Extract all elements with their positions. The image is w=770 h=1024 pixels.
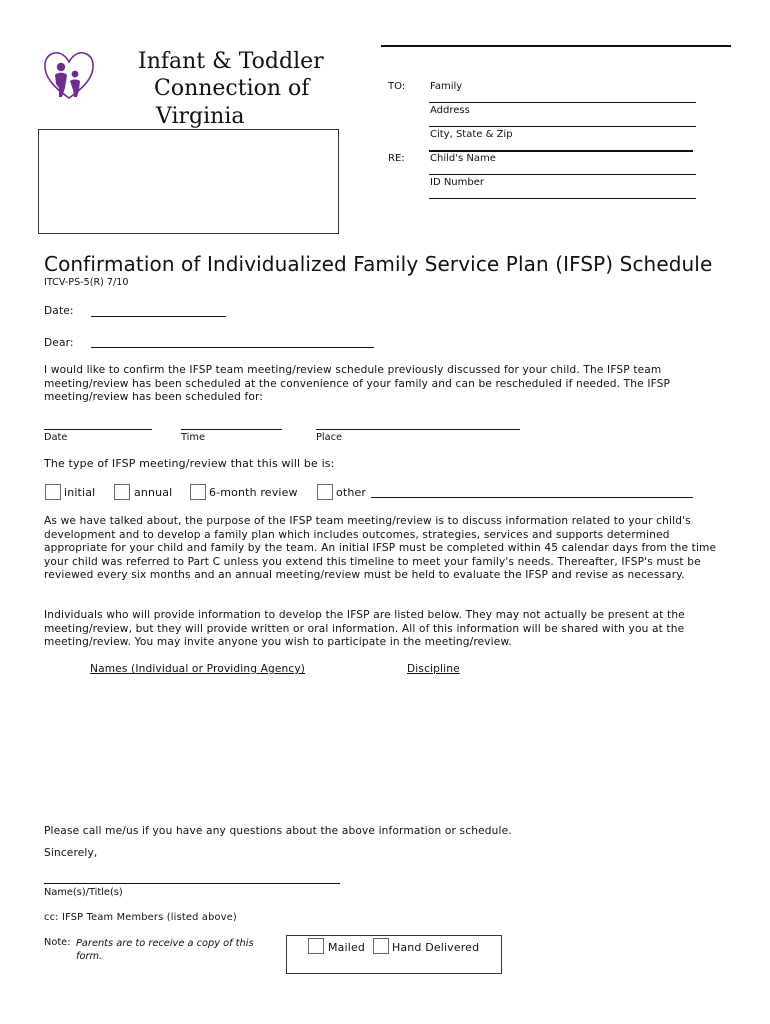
- child-name-line: [429, 174, 696, 175]
- city-label: City, State & Zip: [430, 129, 513, 140]
- schedule-time-label: Time: [181, 432, 205, 443]
- page-title: Confirmation of Individualized Family Service Plan (IFSP) Schedule: [44, 252, 713, 276]
- re-label: RE:: [388, 153, 405, 164]
- family-label: Family: [430, 81, 463, 92]
- heart-children-logo-icon: [42, 48, 96, 102]
- schedule-date-label: Date: [44, 432, 68, 443]
- type-question: The type of IFSP meeting/review that this will be is:: [44, 457, 335, 470]
- mailed-label: Mailed: [328, 941, 365, 954]
- date-label: Date:: [44, 305, 74, 317]
- address-line: [429, 126, 696, 127]
- city-line: [429, 150, 693, 152]
- annual-label: annual: [134, 486, 173, 499]
- date-field[interactable]: [91, 316, 226, 317]
- note-label: Note:: [44, 937, 71, 948]
- other-checkbox[interactable]: [317, 484, 333, 500]
- to-label: TO:: [388, 81, 406, 92]
- address-window-box: [38, 129, 339, 234]
- cc-line: cc: IFSP Team Members (listed above): [44, 912, 237, 923]
- mailed-checkbox[interactable]: [308, 938, 324, 954]
- discipline-column-header: Discipline: [407, 663, 460, 675]
- six-month-checkbox[interactable]: [190, 484, 206, 500]
- dear-label: Dear:: [44, 337, 74, 349]
- form-code: ITCV-PS-5(R) 7/10: [44, 277, 129, 288]
- id-number-label: ID Number: [430, 177, 484, 188]
- child-name-label: Child's Name: [430, 153, 496, 164]
- family-line: [429, 102, 696, 103]
- hand-delivered-checkbox[interactable]: [373, 938, 389, 954]
- address-label: Address: [430, 105, 470, 116]
- org-name-line1: Infant & Toddler: [138, 49, 324, 74]
- annual-checkbox[interactable]: [114, 484, 130, 500]
- id-number-line: [429, 198, 696, 199]
- names-column-header: Names (Individual or Providing Agency): [90, 663, 306, 675]
- note-text: Parents are to receive a copy of this form.: [76, 938, 254, 962]
- intro-paragraph: I would like to confirm the IFSP team meeting/review schedule previously discussed for your child. The IFSP team meeting/review has been scheduled at the convenience of your family and can be rescheduled if needed. The IFSP meeting/review has been scheduled for:: [44, 364, 671, 404]
- purpose-paragraph: As we have talked about, the purpose of the IFSP team meeting/review is to discuss information related to your child's development and to develop a family plan which includes outcomes, strategies, services and supports determined appropriate for your child and family by the team. An initial IFSP must be completed within 45 calendar days from the time your child was referred to Part C unless you extend this timeline to meet your family's needs. Thereafter, IFSP's must be reviewed every six months and an annual meeting/review must be held to evaluate the IFSP and revise as necessary.: [44, 515, 717, 582]
- individuals-paragraph: Individuals who will provide information to develop the IFSP are listed below. They may not actually be present at the meeting/review, but they will provide written or oral information. All of this information will be shared with you at the meeting/review. You may invite anyone you wish to participate in the meeting/review.: [44, 609, 685, 649]
- org-name-line3: Virginia: [156, 104, 245, 129]
- org-name-line2: Connection of: [154, 76, 310, 101]
- six-month-label: 6-month review: [209, 486, 298, 499]
- other-field[interactable]: [371, 497, 693, 498]
- schedule-place-field[interactable]: [316, 429, 520, 430]
- signature-line[interactable]: [44, 883, 340, 884]
- initial-label: initial: [64, 486, 96, 499]
- schedule-date-field[interactable]: [44, 429, 152, 430]
- other-label: other: [336, 486, 367, 499]
- schedule-place-label: Place: [316, 432, 343, 443]
- initial-checkbox[interactable]: [45, 484, 61, 500]
- schedule-time-field[interactable]: [181, 429, 282, 430]
- names-titles-label: Name(s)/Title(s): [44, 887, 123, 898]
- dear-field[interactable]: [91, 347, 374, 348]
- header-rule: [381, 45, 731, 47]
- sincerely: Sincerely,: [44, 847, 98, 859]
- closing-call: Please call me/us if you have any questions about the above information or schedule.: [44, 825, 512, 837]
- hand-delivered-label: Hand Delivered: [392, 941, 480, 954]
